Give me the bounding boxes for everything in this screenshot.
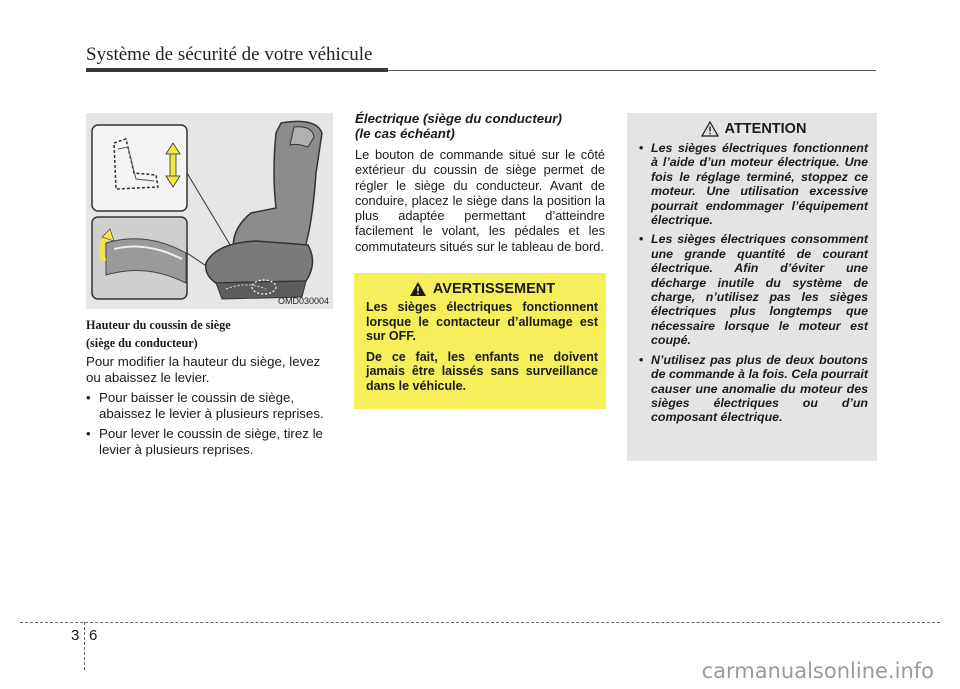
footer-rule (20, 622, 940, 623)
warning-icon (409, 281, 427, 297)
list-item: • Les sièges électriques consomment une grande quantité de courant électrique. Afin d’éviter une décharge inutile du système de charge, n’utilisez pas les sièges électriques plus longtemps que nécessaire lorsque le moteur est coupé. (639, 232, 868, 347)
header-rule (86, 68, 388, 72)
list-item: • Pour lever le coussin de siège, tirez le levier à plusieurs reprises. (86, 426, 334, 457)
watermark: carmanualsonline.info (701, 659, 934, 683)
header-rule-thin (388, 70, 876, 71)
page-number: 6 (89, 627, 98, 644)
attention-title-row (639, 121, 868, 137)
intro-paragraph: Pour modifier la hauteur du siège, levez ou abaissez le levier. (86, 354, 321, 385)
list-item: • Pour baisser le coussin de siège, abaissez le levier à plusieurs reprises. (86, 390, 334, 421)
section-subheading: (siège du conducteur) (86, 336, 198, 350)
warning-title: AVERTISSEMENT (432, 281, 556, 297)
warning-paragraph: De ce fait, les enfants ne doivent jamais être laissés sans surveillance dans le véhicule. (366, 349, 598, 393)
warning-paragraph: Les sièges électriques fonctionnent lorsque le contacteur d’allumage est sur OFF. (366, 300, 598, 343)
left-column (86, 316, 334, 462)
section-heading: Hauteur du coussin de siège (86, 318, 231, 332)
caution-icon (701, 121, 719, 137)
attention-title: ATTENTION (724, 121, 807, 137)
list-item: • Les sièges électriques fonctionnent à l’aide d’un moteur électrique. Une fois le réglage terminé, stoppez ce moteur. Une utilisation excessive pourrait endommager l’équipement électrique. (639, 141, 868, 227)
footer-divider (84, 622, 85, 670)
electric-seat-heading: Électrique (siège du conducteur) (355, 111, 562, 126)
seat-illustration (86, 113, 333, 309)
electric-seat-subheading: (le cas échéant) (355, 126, 455, 141)
figure-code: OMD030004 (277, 296, 329, 306)
warning-box (354, 273, 606, 409)
middle-column (355, 111, 605, 254)
warning-title-row (366, 281, 598, 297)
chapter-number: 3 (71, 627, 80, 644)
attention-box (627, 113, 877, 461)
electric-seat-paragraph: Le bouton de commande situé sur le côté extérieur du coussin de siège permet de régler le siège du conducteur. Avant de conduire, placez le siège dans la position la plus adaptée permettant d’atteindre facilement le volant, les pédales et les commutateurs situés sur le tableau de bord. (355, 147, 605, 254)
page-header-title: Système de sécurité de votre véhicule (86, 44, 373, 65)
list-item: • N’utilisez pas plus de deux boutons de commande à la fois. Cela pourrait causer une anomalie du moteur des sièges électriques ou d’un composant électrique. (639, 353, 868, 425)
